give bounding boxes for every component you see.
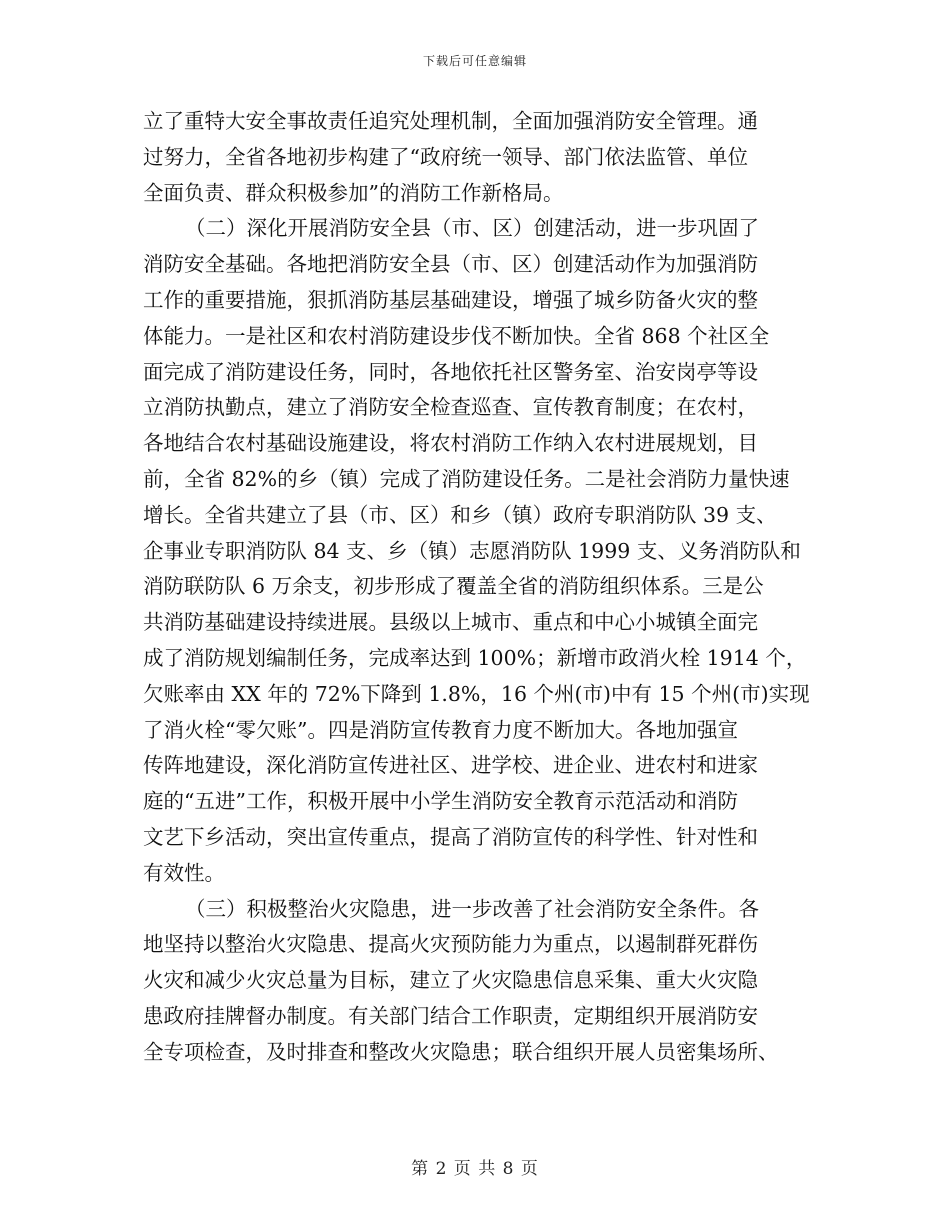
text-line: 立了重特大安全事故责任追究处理机制，全面加强消防安全管理。通 [143, 109, 758, 133]
page-footer: 第 2 页 共 8 页 [411, 1159, 539, 1179]
text-line: 体能力。一是社区和农村消防建设步伐不断加快。全省 868 个社区全 [143, 323, 770, 348]
text-line: 共消防基础建设持续进展。县级以上城市、重点和中心小城镇全面完 [143, 610, 758, 635]
text-line: 企事业专职消防队 84 支、乡（镇）志愿消防队 1999 支、义务消防队和 [143, 538, 801, 563]
text-line: 全专项检查，及时排查和整改火灾隐患；联合组织开展人员密集场所、 [143, 1039, 779, 1064]
text-line: 患政府挂牌督办制度。有关部门结合工作职责，定期组织开展消防安 [143, 1003, 758, 1028]
text-line: 前，全省 82%的乡（镇）完成了消防建设任务。二是社会消防力量快速 [143, 466, 790, 491]
text-line: 文艺下乡活动，突出宣传重点，提高了消防宣传的科学性、针对性和 [143, 824, 758, 849]
page-header: 下载后可任意编辑 [422, 54, 527, 68]
text-line: 庭的“五进”工作，积极开展中小学生消防安全教育示范活动和消防 [143, 789, 738, 814]
document-body [143, 104, 810, 1071]
text-line: 全面负责、群众积极参加”的消防工作新格局。 [143, 180, 564, 205]
text-line: 面完成了消防建设任务，同时，各地依托社区警务室、治安岗亭等设 [143, 359, 758, 384]
text-line: 消防安全基础。各地把消防安全县（市、区）创建活动作为加强消防 [143, 252, 758, 277]
text-line: 有效性。 [143, 860, 225, 885]
text-line: 消防联防队 6 万余支，初步形成了覆盖全省的消防组织体系。三是公 [143, 574, 764, 599]
text-line: 地坚持以整治火灾隐患、提高火灾预防能力为重点，以遏制群死群伤 [143, 932, 758, 957]
text-line: 成了消防规划编制任务，完成率达到 100%；新增市政消火栓 1914 个， [143, 645, 807, 670]
text-line: 火灾和减少火灾总量为目标，建立了火灾隐患信息采集、重大火灾隐 [143, 968, 758, 993]
text-line: 传阵地建设，深化消防宣传进社区、进学校、进企业、进农村和进家 [143, 753, 758, 778]
text-line: 工作的重要措施，狠抓消防基层基础建设，增强了城乡防备火灾的整 [143, 287, 758, 312]
text-line: 了消火栓“零欠账”。四是消防宣传教育力度不断加大。各地加强宣 [143, 717, 738, 742]
text-line: 过努力，全省各地初步构建了“政府统一领导、部门依法监管、单位 [143, 144, 748, 169]
text-line: 各地结合农村基础设施建设，将农村消防工作纳入农村进展规划，目 [143, 431, 758, 456]
text-line: （二）深化开展消防安全县（市、区）创建活动，进一步巩固了 [185, 216, 759, 241]
text-line: 增长。全省共建立了县（市、区）和乡（镇）政府专职消防队 39 支、 [143, 502, 777, 527]
text-line: 欠账率由 XX 年的 72%下降到 1.8%，16 个州(市)中有 15 个州(市)实现 [143, 681, 810, 706]
text-line: （三）积极整治火灾隐患，进一步改善了社会消防安全条件。各 [185, 896, 759, 921]
text-line: 立消防执勤点，建立了消防安全检查巡查、宣传教育制度；在农村， [143, 395, 758, 420]
